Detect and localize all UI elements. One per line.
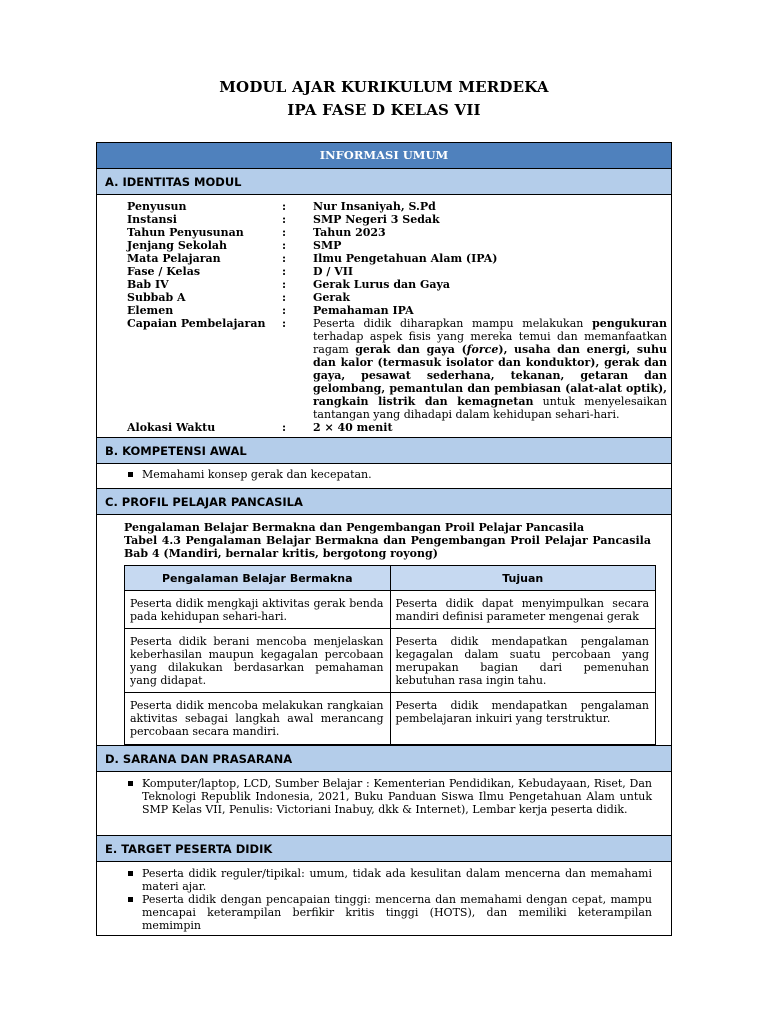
- list-item: Komputer/laptop, LCD, Sumber Belajar : Kementerian Pendidikan, Kebudayaan, Riset, Dan Teknologi Republik Indonesia, 2021, Buku Panduan Siswa Ilmu Pengetahuan Alam untuk SMP Kelas VII, Penulis: Victoriani Inabuy, dkk & Internet), Lembar kerja peserta didik.: [124, 777, 652, 816]
- list-item: Memahami konsep gerak dan kecepatan.: [124, 468, 654, 481]
- table-row: [125, 591, 656, 629]
- table-row: [125, 693, 656, 745]
- table-cell: Peserta didik mendapatkan pengalaman kegagalan dalam suatu percobaan yang merupakan bagian dari pemenuhan kebutuhan rasa ingin tahu.: [390, 629, 656, 693]
- capaian-pembelajaran-text: Peserta didik diharapkan mampu melakukan pengukuran terhadap aspek fisis yang mereka temui dan memanfaatkan ragam gerak dan gaya (force), usaha dan energi, suhu dan kalor (termasuk isolator dan konduktor), gerak dan gaya, pesawat sederhana, tekanan, getaran dan gelombang, pemantulan dan pembiasan (alat-alat optik), rangkain listrik dan kemagnetan untuk menyelesaikan tantangan yang dihadapi dalam kehidupan sehari-hari.: [313, 317, 667, 421]
- table-cell: Peserta didik mendapatkan pengalaman pembelajaran inkuiri yang terstruktur.: [390, 693, 656, 745]
- section-a-header: A. IDENTITAS MODUL: [97, 168, 671, 195]
- kompetensi-awal-list: [124, 468, 654, 481]
- sarana-list: [124, 777, 652, 816]
- document-title: MODUL AJAR KURIKULUM MERDEKA: [219, 78, 549, 96]
- section-c-header: C. PROFIL PELAJAR PANCASILA: [97, 488, 671, 515]
- profil-intro: Pengalaman Belajar Bermakna dan Pengembangan Proil Pelajar Pancasila Tabel 4.3 Pengalaman Belajar Bermakna dan Pengembangan Proil Pelajar Pancasila Bab 4 (Mandiri, bernalar kritis, bergotong royong): [124, 521, 651, 560]
- table-header: Pengalaman Belajar Bermakna: [125, 566, 391, 591]
- section-e-header: E. TARGET PESERTA DIDIK: [97, 835, 671, 862]
- section-b-header: B. KOMPETENSI AWAL: [97, 437, 671, 464]
- informasi-umum-header: INFORMASI UMUM: [97, 143, 671, 169]
- table-cell: Peserta didik mencoba melakukan rangkaian aktivitas sebagai langkah awal merancang percobaan secara mandiri.: [125, 693, 391, 745]
- section-d-header: D. SARANA DAN PRASARANA: [97, 745, 671, 772]
- list-item: Peserta didik reguler/tipikal: umum, tidak ada kesulitan dalam mencerna dan memahami materi ajar.: [124, 867, 652, 893]
- document-subtitle: IPA FASE D KELAS VII: [287, 101, 481, 119]
- module-frame: [96, 142, 672, 936]
- target-list: [124, 867, 652, 932]
- table-header: Tujuan: [390, 566, 656, 591]
- profil-table: [124, 565, 656, 745]
- table-cell: Peserta didik dapat menyimpulkan secara mandiri definisi parameter mengenai gerak: [390, 591, 656, 629]
- table-row: [125, 629, 656, 693]
- table-cell: Peserta didik berani mencoba menjelaskan keberhasilan maupun kegagalan percobaan yang dilakukan berdasarkan pemahaman yang didapat.: [125, 629, 391, 693]
- table-cell: Peserta didik mengkaji aktivitas gerak benda pada kehidupan sehari-hari.: [125, 591, 391, 629]
- list-item: Peserta didik dengan pencapaian tinggi: mencerna dan memahami dengan cepat, mampu mencapai keterampilan berfikir kritis tinggi (HOTS), dan memiliki keterampilan memimpin: [124, 893, 652, 932]
- identitas-modul-section: Penyusun : Nur Insaniyah, S.Pd Instansi : SMP Negeri 3 Sedak Tahun Penyusunan : Tahun 2023 Jenjang Sekolah : SMP Mata Pelajaran : Ilmu Pengetahuan Alam (IPA) Fase / Kelas : D / VII Bab IV : Gerak Lurus dan Gaya Subbab A : Gerak Elemen : Pemahaman IPA Capaian Pembelajaran : Peserta didik diharapkan mampu melakukan pengukuran terhadap aspek fisis yang mereka temui dan memanfaatkan ragam gerak dan gaya (force), usaha dan energi, suhu dan kalor (termasuk isolator dan konduktor), gerak dan gaya, pesawat sederhana, tekanan, getaran dan gelombang, pemantulan dan pembiasan (alat-alat optik), rangkain listrik dan kemagnetan untuk menyelesaikan tantangan yang dihadapi dalam kehidupan sehari-hari. Alokasi Waktu : 2 × 40 menit: [127, 200, 667, 434]
